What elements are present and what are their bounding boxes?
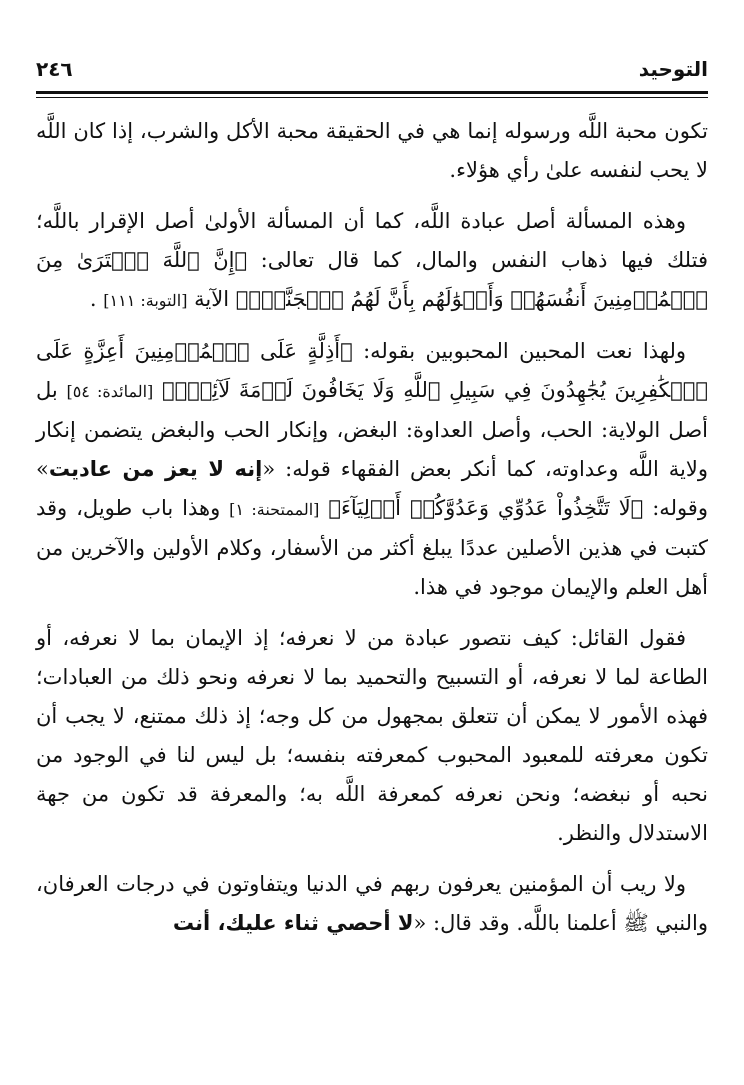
page-header xyxy=(36,52,708,86)
text-run: الآية xyxy=(187,287,236,311)
header-rule-thick xyxy=(36,91,708,94)
quran-verse: ﴿إِنَّ ٱللَّهَ ٱشۡتَرَىٰ مِنَ ٱلۡمُؤۡمِنِينَ أَنفُسَهُمۡ وَأَمۡوَٰلَهُم بِأَنَّ لَهُمُ ٱلۡجَنَّةَۚ﴾ xyxy=(36,248,708,311)
text-run: ولا ريب أن المؤمنين يعرفون ربهم في الدنيا ويتفاوتون في درجات العرفان، والنبي ﷺ أعلمنا باللَّه. وقد قال: « xyxy=(36,872,708,935)
text-run: وهذه المسألة أصل عبادة اللَّه، كما أن المسألة الأولىٰ أصل الإقرار باللَّه؛ فتلك فيها ذهاب النفس والمال، كما قال تعالى: xyxy=(36,209,708,272)
text-run: » وقوله: xyxy=(36,457,708,520)
running-title: التوحيد xyxy=(638,57,708,81)
verse-reference: [المائدة: ٥٤] xyxy=(66,382,154,401)
text-run: تكون محبة اللَّه ورسوله إنما هي في الحقيقة محبة الأكل والشرب، إذا كان اللَّه لا يحب لنفسه علىٰ رأي هؤلاء. xyxy=(36,119,708,182)
paragraph xyxy=(36,112,708,190)
quran-verse: ﴿لَا تَتَّخِذُواْ عَدُوِّي وَعَدُوَّكُمۡ أَوۡلِيَآءَ﴾ xyxy=(328,496,644,520)
bold-quote: لا أحصي ثناء عليك، أنت xyxy=(172,911,414,935)
text-run: . xyxy=(89,287,104,311)
text-run: وهذا باب طويل، وقد كتبت في هذين الأصلين عددًا يبلغ أكثر من الأسفار، وكلام الأولين والآخرين من أهل العلم والإيمان موجود في هذا. xyxy=(36,496,708,599)
bold-quote: إنه لا يعز من عاديت xyxy=(48,457,263,481)
paragraph xyxy=(36,865,708,943)
text-run: بل أصل الولاية: الحب، وأصل العداوة: البغض، وإنكار الحب والبغض يتضمن إنكار ولاية اللَّه وعداوته، كما أنكر بعض الفقهاء قوله: « xyxy=(36,378,709,481)
quran-verse: ﴿أَذِلَّةٍ عَلَى ٱلۡمُؤۡمِنِينَ أَعِزَّةٍ عَلَى ٱلۡكَٰفِرِينَ يُجَٰهِدُونَ فِي سَبِيلِ ٱللَّهِ وَلَا يَخَافُونَ لَوۡمَةَ لَآئِمٖۚ﴾ xyxy=(36,339,708,402)
paragraph xyxy=(36,619,708,853)
verse-reference: [الممتحنة: ١] xyxy=(229,500,320,519)
text-run xyxy=(319,496,328,520)
text-run: ولهذا نعت المحبين المحبوبين بقوله: xyxy=(352,339,686,363)
page-number: ٢٤٦ xyxy=(36,57,73,81)
text-run: فقول القائل: كيف نتصور عبادة من لا نعرفه؛ إذ الإيمان بما لا نعرفه، أو الطاعة لما لا نعرفه، أو التسبيح والتحميد بما لا نعرفه ونحو ذلك من العبادات؛ فهذه الأمور لا يمكن أن تتعلق بمجهول من كل وجه؛ إذ ذلك ممتنع، لا يجب أن تكون معرفته للمعبود المحبوب كمعرفته بنفسه؛ بل ليس لنا في الوجود من نحبه أو نبغضه؛ ونحن نعرفه كمعرفة اللَّه به؛ والمعرفة قد تكون من جهة الاستدلال والنظر. xyxy=(36,626,708,845)
text-run xyxy=(153,378,162,402)
page-body xyxy=(36,112,708,955)
header-rule-thin xyxy=(36,97,708,98)
verse-reference: [التوبة: ١١١] xyxy=(103,291,188,310)
paragraph xyxy=(36,332,708,607)
paragraph xyxy=(36,202,708,320)
